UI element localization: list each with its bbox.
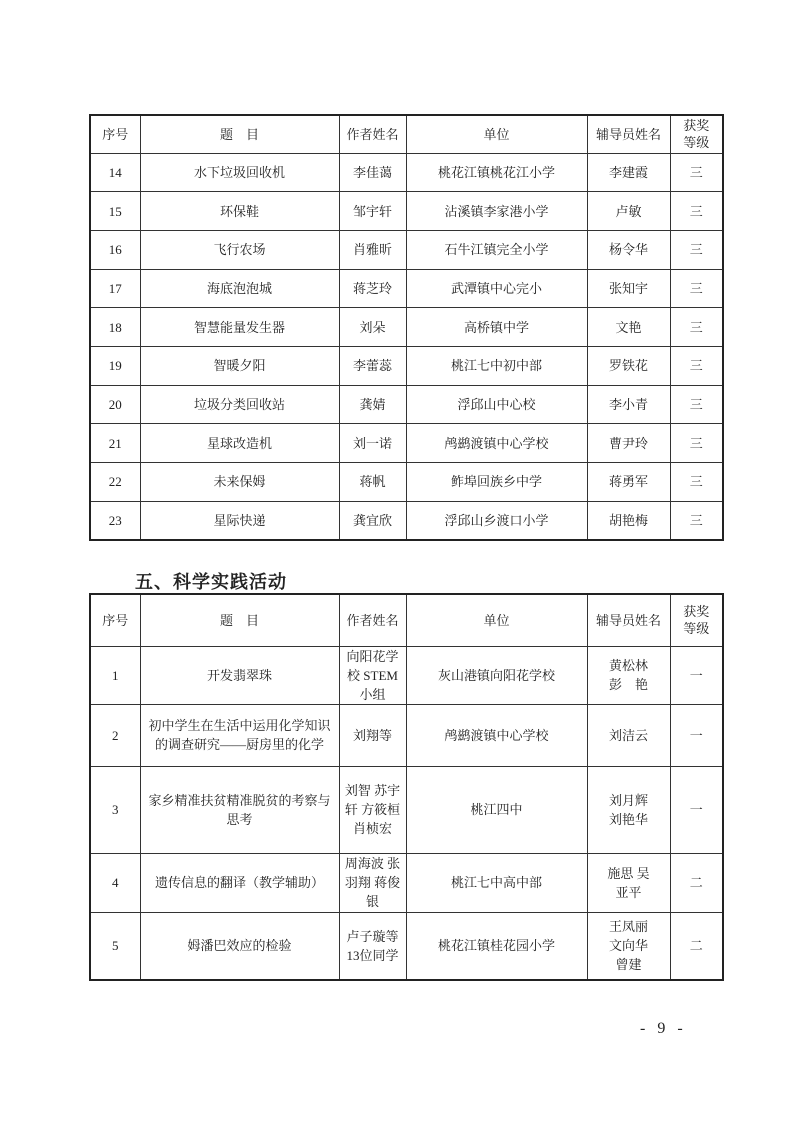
cell-author: 邹宇轩 [339,192,406,231]
cell-tutor: 文艳 [587,308,670,347]
cell-award: 三 [670,153,723,192]
cell-award: 一 [670,766,723,853]
cell-title: 海底泡泡城 [140,269,339,308]
cell-author: 向阳花学校 STEM 小组 [339,646,406,704]
cell-award: 二 [670,853,723,912]
page-number: - 9 - [640,1020,687,1037]
cell-award: 三 [670,501,723,540]
cell-title: 姆潘巴效应的检验 [140,912,339,980]
header-unit: 单位 [406,594,587,646]
cell-award: 三 [670,346,723,385]
cell-tutor: 李小青 [587,385,670,424]
award-table-1 [89,114,724,541]
cell-author: 龚宜欣 [339,501,406,540]
header-row [90,115,723,153]
cell-title: 环保鞋 [140,192,339,231]
cell-title: 水下垃圾回收机 [140,153,339,192]
table-row [90,463,723,502]
cell-tutor: 黄松林 彭 艳 [587,646,670,704]
cell-author: 刘一诺 [339,424,406,463]
award-table-2 [89,593,724,981]
cell-author: 李蕾蕊 [339,346,406,385]
section-title: 五、科学实践活动 [135,572,287,592]
cell-unit: 桃江七中初中部 [406,346,587,385]
cell-title: 星球改造机 [140,424,339,463]
header-title: 题 目 [140,115,339,153]
header-author: 作者姓名 [339,594,406,646]
cell-award: 三 [670,230,723,269]
header-tutor: 辅导员姓名 [587,594,670,646]
header-award: 获奖等级 [670,594,723,646]
cell-no: 18 [90,308,140,347]
header-award: 获奖等级 [670,115,723,153]
cell-author: 周海波 张羽翔 蒋俊银 [339,853,406,912]
header-no: 序号 [90,594,140,646]
cell-no: 15 [90,192,140,231]
cell-no: 4 [90,853,140,912]
cell-tutor: 胡艳梅 [587,501,670,540]
cell-unit: 桃花江镇桂花园小学 [406,912,587,980]
cell-no: 23 [90,501,140,540]
cell-no: 20 [90,385,140,424]
cell-no: 19 [90,346,140,385]
cell-unit: 鸬鹚渡镇中心学校 [406,704,587,766]
cell-award: 一 [670,646,723,704]
cell-award: 一 [670,704,723,766]
cell-unit: 浮邱山乡渡口小学 [406,501,587,540]
cell-no: 3 [90,766,140,853]
cell-tutor: 曹尹玲 [587,424,670,463]
cell-no: 1 [90,646,140,704]
cell-title: 智暖夕阳 [140,346,339,385]
cell-no: 22 [90,463,140,502]
cell-award: 三 [670,463,723,502]
cell-title: 开发翡翠珠 [140,646,339,704]
cell-unit: 灰山港镇向阳花学校 [406,646,587,704]
cell-award: 三 [670,424,723,463]
header-row [90,594,723,646]
cell-no: 14 [90,153,140,192]
cell-title: 垃圾分类回收站 [140,385,339,424]
table-row [90,192,723,231]
cell-tutor: 蒋勇军 [587,463,670,502]
cell-unit: 沾溪镇李家港小学 [406,192,587,231]
cell-no: 16 [90,230,140,269]
cell-author: 刘朵 [339,308,406,347]
cell-unit: 桃江四中 [406,766,587,853]
cell-tutor: 施思 吴亚平 [587,853,670,912]
cell-no: 21 [90,424,140,463]
cell-award: 三 [670,385,723,424]
cell-author: 刘智 苏宇轩 方筱桓 肖桢宏 [339,766,406,853]
header-author: 作者姓名 [339,115,406,153]
cell-title: 初中学生在生活中运用化学知识的调查研究——厨房里的化学 [140,704,339,766]
cell-author: 蒋芝玲 [339,269,406,308]
cell-award: 三 [670,269,723,308]
cell-title: 未来保姆 [140,463,339,502]
table-row [90,766,723,853]
table-row [90,501,723,540]
cell-author: 卢子璇等13位同学 [339,912,406,980]
cell-tutor: 李建霞 [587,153,670,192]
cell-tutor: 刘洁云 [587,704,670,766]
cell-no: 2 [90,704,140,766]
table-row [90,308,723,347]
cell-unit: 高桥镇中学 [406,308,587,347]
cell-tutor: 刘月辉 刘艳华 [587,766,670,853]
table-row [90,704,723,766]
table-row [90,346,723,385]
cell-title: 星际快递 [140,501,339,540]
table-row [90,269,723,308]
cell-unit: 浮邱山中心校 [406,385,587,424]
cell-title: 智慧能量发生器 [140,308,339,347]
cell-author: 李佳蔼 [339,153,406,192]
header-title: 题 目 [140,594,339,646]
cell-no: 17 [90,269,140,308]
cell-author: 肖雅昕 [339,230,406,269]
cell-tutor: 罗铁花 [587,346,670,385]
cell-title: 飞行农场 [140,230,339,269]
table-row [90,646,723,704]
cell-unit: 石牛江镇完全小学 [406,230,587,269]
cell-tutor: 王凤丽 文向华 曾建 [587,912,670,980]
cell-unit: 桃花江镇桃花江小学 [406,153,587,192]
header-unit: 单位 [406,115,587,153]
cell-author: 蒋帆 [339,463,406,502]
cell-author: 龚婧 [339,385,406,424]
cell-unit: 武潭镇中心完小 [406,269,587,308]
cell-award: 三 [670,308,723,347]
table-row [90,424,723,463]
cell-title: 家乡精准扶贫精准脱贫的考察与思考 [140,766,339,853]
cell-author: 刘翔等 [339,704,406,766]
table-row [90,912,723,980]
header-no: 序号 [90,115,140,153]
cell-title: 遗传信息的翻译（教学辅助） [140,853,339,912]
cell-tutor: 张知宇 [587,269,670,308]
cell-unit: 鲊埠回族乡中学 [406,463,587,502]
table-row [90,230,723,269]
cell-tutor: 杨令华 [587,230,670,269]
cell-no: 5 [90,912,140,980]
cell-award: 三 [670,192,723,231]
table-row [90,853,723,912]
table-row [90,385,723,424]
cell-unit: 鸬鹚渡镇中心学校 [406,424,587,463]
cell-tutor: 卢敏 [587,192,670,231]
header-tutor: 辅导员姓名 [587,115,670,153]
cell-award: 二 [670,912,723,980]
cell-unit: 桃江七中高中部 [406,853,587,912]
table-row [90,153,723,192]
